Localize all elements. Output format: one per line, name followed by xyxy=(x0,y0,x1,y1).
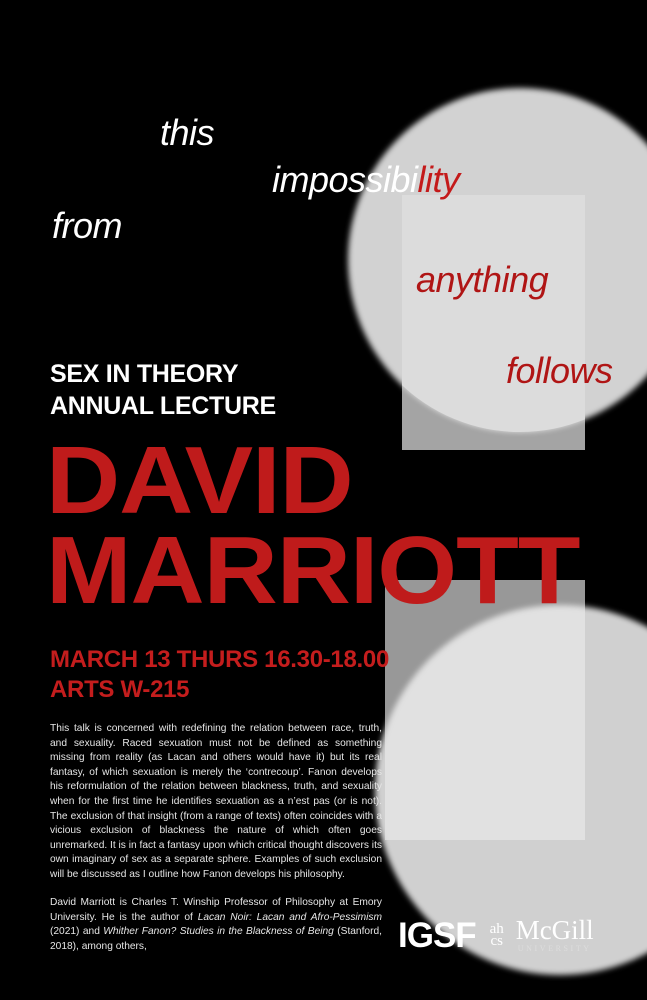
event-location: ARTS W-215 xyxy=(50,676,190,703)
series-line-1: SEX IN THEORY xyxy=(50,360,239,388)
event-datetime: MARCH 13 THURS 16.30-18.00 xyxy=(50,646,389,673)
poem-word-anything: anything xyxy=(416,259,549,300)
speaker-last-name: MARRIOTT xyxy=(46,517,580,624)
talk-abstract: This talk is concerned with redefining the relation between race, truth, and sexuality. Raced sexuation must not be defined as something missing from reality (as Lacan and others would have it) but its real fantasy, of which sexuation is merely the ‘contrecoup’. Fanon develops his reformulation of the relation between blackness, truth, and sexuality when for the first time he identifies sexuation as a n’est pas (or is not). The exclusion of that insight (from a range of texts) often coincides with a vicious exclusion of blackness the nature of which often goes unremarked. It is in fact a fantasy upon which critical thought discovers its own imaginary of sex as a separate sphere. Examples of such exclusion will be discussed as I outline how Fanon develops his philosophy. xyxy=(50,723,382,880)
poem-word-impossibility-end: lity xyxy=(417,159,460,200)
ahcs-logo-bottom: cs xyxy=(490,933,503,949)
series-line-2: ANNUAL LECTURE xyxy=(50,392,276,420)
poem-word-follows: follows xyxy=(506,350,613,391)
bio-text-3: (Stanford, 2018), among others, xyxy=(50,926,382,952)
top-card-overlay xyxy=(402,195,585,450)
poem-word-this: this xyxy=(160,112,215,153)
sponsor-logos xyxy=(398,913,594,957)
speaker-bio xyxy=(50,896,382,954)
speaker-first-name: DAVID xyxy=(46,427,353,534)
event-details xyxy=(50,645,389,705)
poem-word-impossibility-main: impossibi xyxy=(272,159,418,200)
igsf-logo: IGSF xyxy=(398,915,476,955)
poem-word-impossibility xyxy=(272,159,460,200)
mcgill-logo-university: UNIVERSITY xyxy=(517,943,592,953)
bio-book-1: Lacan Noir: Lacan and Afro-Pessimism xyxy=(197,911,383,923)
mcgill-logo xyxy=(515,914,594,953)
speaker-name xyxy=(46,427,580,624)
bio-text-2: (2021) and xyxy=(50,926,104,938)
lecture-series-title xyxy=(50,358,276,422)
poem-word-from: from xyxy=(52,205,122,246)
bio-text-1: David Marriott is Charles T. Winship Professor of Philosophy at Emory University. He is the author of xyxy=(50,897,382,923)
mcgill-logo-name: McGill xyxy=(515,914,594,945)
ahcs-logo-top: ah xyxy=(489,921,504,937)
ahcs-logo xyxy=(484,923,510,947)
bio-book-2: Whither Fanon? Studies in the Blackness of Being xyxy=(103,926,334,938)
